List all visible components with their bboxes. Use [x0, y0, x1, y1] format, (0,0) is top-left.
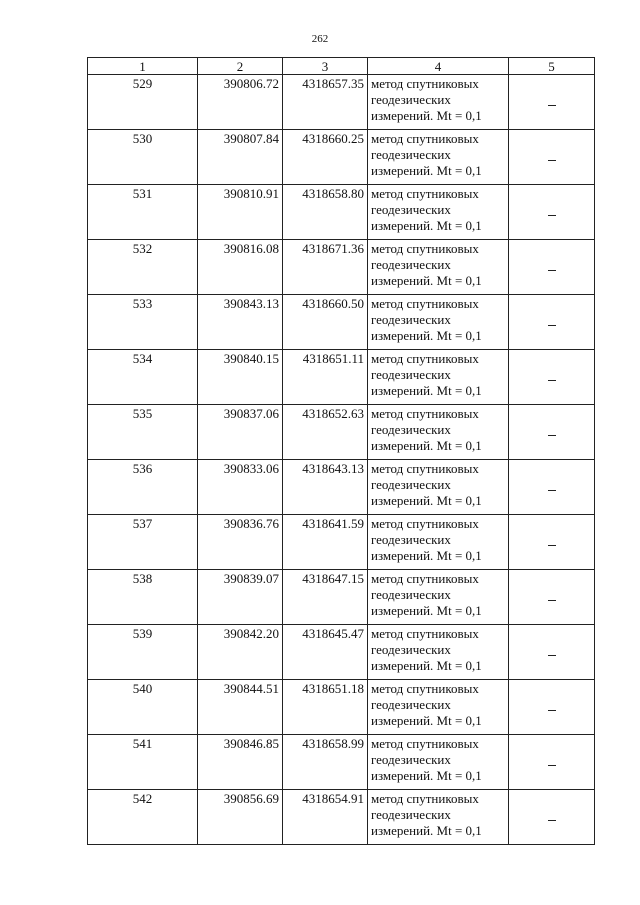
method-description [368, 460, 509, 515]
coordinate-y: 4318660.25 [283, 130, 368, 185]
note-cell [509, 185, 595, 240]
coordinate-y: 4318654.91 [283, 790, 368, 845]
table-body [88, 75, 595, 845]
method-line-3: измерений. Mt = 0,1 [371, 548, 482, 563]
coordinate-y: 4318658.99 [283, 735, 368, 790]
point-number: 533 [88, 295, 198, 350]
note-cell [509, 735, 595, 790]
method-line-1: метод спутниковых [371, 626, 479, 641]
dash-icon [548, 105, 556, 106]
method-line-1: метод спутниковых [371, 461, 479, 476]
point-number: 534 [88, 350, 198, 405]
coordinate-x: 390843.13 [198, 295, 283, 350]
note-cell [509, 570, 595, 625]
method-line-3: измерений. Mt = 0,1 [371, 603, 482, 618]
method-line-3: измерений. Mt = 0,1 [371, 218, 482, 233]
table-row [88, 405, 595, 460]
method-line-2: геодезических [371, 587, 451, 602]
column-header-2: 2 [198, 58, 283, 75]
method-line-1: метод спутниковых [371, 351, 479, 366]
note-cell [509, 405, 595, 460]
coordinate-y: 4318660.50 [283, 295, 368, 350]
note-cell [509, 130, 595, 185]
coordinate-x: 390807.84 [198, 130, 283, 185]
method-line-2: геодезических [371, 642, 451, 657]
column-header-3: 3 [283, 58, 368, 75]
dash-icon [548, 325, 556, 326]
column-header-5: 5 [509, 58, 595, 75]
method-description [368, 790, 509, 845]
table-row [88, 75, 595, 130]
method-line-2: геодезических [371, 422, 451, 437]
note-cell [509, 790, 595, 845]
note-cell [509, 515, 595, 570]
coordinate-y: 4318641.59 [283, 515, 368, 570]
table-row [88, 460, 595, 515]
point-number: 541 [88, 735, 198, 790]
method-description [368, 735, 509, 790]
coordinate-y: 4318658.80 [283, 185, 368, 240]
dash-icon [548, 490, 556, 491]
point-number: 542 [88, 790, 198, 845]
method-line-1: метод спутниковых [371, 406, 479, 421]
dash-icon [548, 545, 556, 546]
method-line-1: метод спутниковых [371, 186, 479, 201]
method-description [368, 625, 509, 680]
method-line-3: измерений. Mt = 0,1 [371, 383, 482, 398]
method-line-2: геодезических [371, 147, 451, 162]
coordinate-x: 390816.08 [198, 240, 283, 295]
method-line-3: измерений. Mt = 0,1 [371, 273, 482, 288]
method-line-3: измерений. Mt = 0,1 [371, 438, 482, 453]
dash-icon [548, 270, 556, 271]
dash-icon [548, 710, 556, 711]
method-description [368, 295, 509, 350]
method-line-3: измерений. Mt = 0,1 [371, 328, 482, 343]
table-row [88, 735, 595, 790]
method-line-3: измерений. Mt = 0,1 [371, 768, 482, 783]
method-line-1: метод спутниковых [371, 681, 479, 696]
method-line-1: метод спутниковых [371, 296, 479, 311]
point-number: 529 [88, 75, 198, 130]
table-row [88, 680, 595, 735]
table-row [88, 570, 595, 625]
point-number: 537 [88, 515, 198, 570]
coordinate-x: 390856.69 [198, 790, 283, 845]
method-line-2: геодезических [371, 312, 451, 327]
note-cell [509, 680, 595, 735]
method-line-3: измерений. Mt = 0,1 [371, 658, 482, 673]
note-cell [509, 460, 595, 515]
method-line-2: геодезических [371, 92, 451, 107]
point-number: 538 [88, 570, 198, 625]
table-row [88, 130, 595, 185]
method-line-2: геодезических [371, 257, 451, 272]
method-line-2: геодезических [371, 477, 451, 492]
page-number: 262 [311, 33, 329, 45]
coordinate-x: 390846.85 [198, 735, 283, 790]
method-description [368, 185, 509, 240]
note-cell [509, 350, 595, 405]
coordinate-y: 4318643.13 [283, 460, 368, 515]
dash-icon [548, 380, 556, 381]
column-header-4: 4 [368, 58, 509, 75]
table-row [88, 790, 595, 845]
coordinate-y: 4318652.63 [283, 405, 368, 460]
table-row [88, 295, 595, 350]
table-row [88, 240, 595, 295]
method-description [368, 680, 509, 735]
method-line-2: геодезических [371, 532, 451, 547]
method-line-1: метод спутниковых [371, 791, 479, 806]
coordinate-y: 4318651.18 [283, 680, 368, 735]
method-line-3: измерений. Mt = 0,1 [371, 163, 482, 178]
coordinate-x: 390833.06 [198, 460, 283, 515]
method-description [368, 515, 509, 570]
method-line-2: геодезических [371, 367, 451, 382]
table-row [88, 350, 595, 405]
point-number: 530 [88, 130, 198, 185]
coordinate-x: 390842.20 [198, 625, 283, 680]
coordinate-x: 390839.07 [198, 570, 283, 625]
table-row [88, 185, 595, 240]
note-cell [509, 240, 595, 295]
dash-icon [548, 765, 556, 766]
method-description [368, 130, 509, 185]
note-cell [509, 295, 595, 350]
method-line-2: геодезических [371, 807, 451, 822]
method-description [368, 75, 509, 130]
dash-icon [548, 600, 556, 601]
method-line-1: метод спутниковых [371, 131, 479, 146]
note-cell [509, 75, 595, 130]
table-row [88, 625, 595, 680]
method-line-2: геодезических [371, 752, 451, 767]
method-description [368, 350, 509, 405]
table-header-row [88, 58, 595, 75]
dash-icon [548, 820, 556, 821]
coordinate-x: 390806.72 [198, 75, 283, 130]
point-number: 532 [88, 240, 198, 295]
coordinate-y: 4318651.11 [283, 350, 368, 405]
note-cell [509, 625, 595, 680]
coordinate-y: 4318647.15 [283, 570, 368, 625]
coordinate-x: 390836.76 [198, 515, 283, 570]
point-number: 536 [88, 460, 198, 515]
table-row [88, 515, 595, 570]
coordinate-y: 4318657.35 [283, 75, 368, 130]
point-number: 540 [88, 680, 198, 735]
method-line-1: метод спутниковых [371, 76, 479, 91]
method-description [368, 405, 509, 460]
coordinate-y: 4318671.36 [283, 240, 368, 295]
dash-icon [548, 435, 556, 436]
coordinate-x: 390810.91 [198, 185, 283, 240]
column-header-1: 1 [88, 58, 198, 75]
coordinate-x: 390844.51 [198, 680, 283, 735]
method-description [368, 570, 509, 625]
point-number: 535 [88, 405, 198, 460]
dash-icon [548, 655, 556, 656]
method-line-1: метод спутниковых [371, 736, 479, 751]
method-description [368, 240, 509, 295]
coordinate-y: 4318645.47 [283, 625, 368, 680]
point-number: 539 [88, 625, 198, 680]
method-line-2: геодезических [371, 202, 451, 217]
method-line-1: метод спутниковых [371, 571, 479, 586]
method-line-3: измерений. Mt = 0,1 [371, 713, 482, 728]
point-number: 531 [88, 185, 198, 240]
method-line-1: метод спутниковых [371, 516, 479, 531]
coordinate-x: 390840.15 [198, 350, 283, 405]
method-line-1: метод спутниковых [371, 241, 479, 256]
coordinate-x: 390837.06 [198, 405, 283, 460]
coordinates-table [87, 57, 595, 845]
method-line-3: измерений. Mt = 0,1 [371, 108, 482, 123]
method-line-2: геодезических [371, 697, 451, 712]
method-line-3: измерений. Mt = 0,1 [371, 493, 482, 508]
method-line-3: измерений. Mt = 0,1 [371, 823, 482, 838]
dash-icon [548, 160, 556, 161]
dash-icon [548, 215, 556, 216]
